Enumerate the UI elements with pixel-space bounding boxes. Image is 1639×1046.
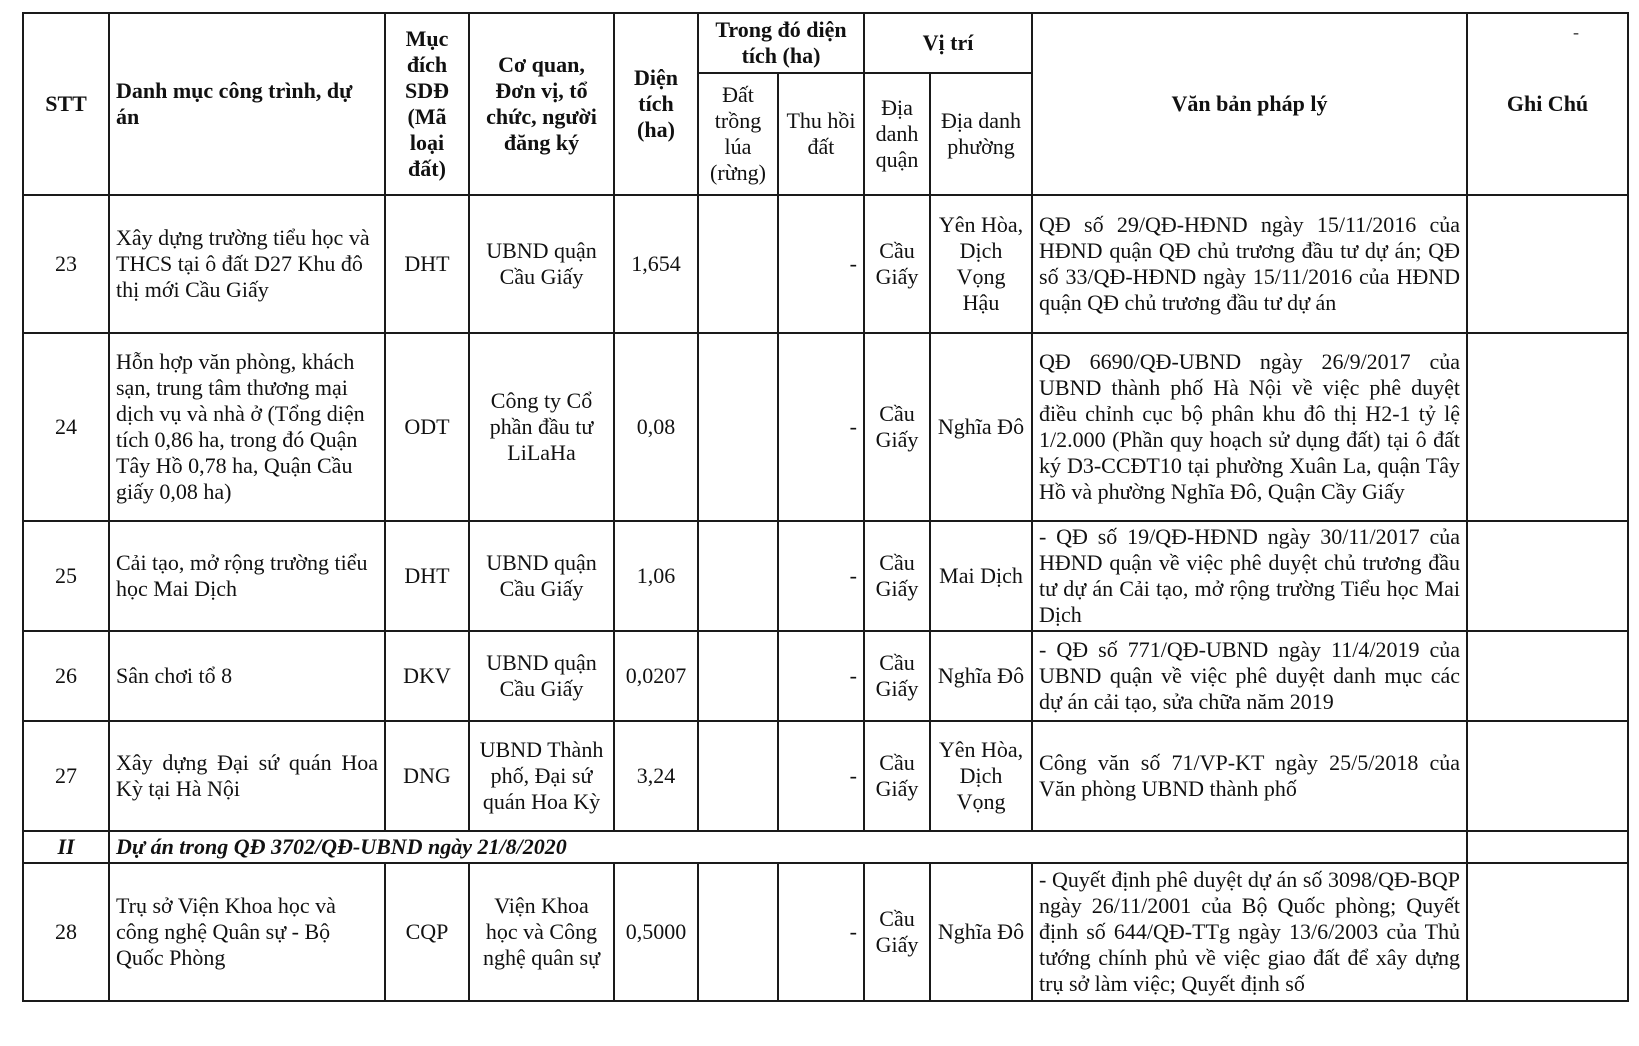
cell-co-quan: UBND quận Cầu Giấy — [469, 631, 614, 721]
cell-ten: Cải tạo, mở rộng trường tiểu học Mai Dịch — [109, 521, 385, 631]
cell-ma: CQP — [385, 863, 469, 1001]
cell-phuong: Yên Hòa, Dịch Vọng Hậu — [930, 195, 1032, 333]
cell-phuong: Yên Hòa, Dịch Vọng — [930, 721, 1032, 831]
cell-phuong: Nghĩa Đô — [930, 863, 1032, 1001]
cell-stt: 25 — [23, 521, 109, 631]
header-stt: STT — [23, 13, 109, 195]
cell-dien-tich: 1,06 — [614, 521, 698, 631]
cell-van-ban: - QĐ số 771/QĐ-UBND ngày 11/4/2019 của UBND quận về việc phê duyệt danh mục các dự án cải tạo, sửa chữa năm 2019 — [1032, 631, 1467, 721]
cell-ten: Xây dựng trường tiểu học và THCS tại ô đất D27 Khu đô thị mới Cầu Giấy — [109, 195, 385, 333]
section-row — [23, 831, 1628, 863]
cell-phuong: Mai Dịch — [930, 521, 1032, 631]
table-body — [23, 195, 1628, 1001]
cell-co-quan: UBND quận Cầu Giấy — [469, 195, 614, 333]
section-title: Dự án trong QĐ 3702/QĐ-UBND ngày 21/8/2020 — [109, 831, 1467, 863]
cell-stt: 28 — [23, 863, 109, 1001]
cell-lua — [698, 863, 778, 1001]
table-row — [23, 721, 1628, 831]
cell-thu-hoi: - — [778, 521, 864, 631]
header-co-quan: Cơ quan, Đơn vị, tổ chức, người đăng ký — [469, 13, 614, 195]
cell-quan: Cầu Giấy — [864, 521, 930, 631]
cell-ghi-chu — [1467, 721, 1628, 831]
cell-lua — [698, 521, 778, 631]
cell-ten: Xây dựng Đại sứ quán Hoa Kỳ tại Hà Nội — [109, 721, 385, 831]
section-ghi-chu — [1467, 831, 1628, 863]
header-dia-danh-quan: Địa danh quận — [864, 73, 930, 195]
cell-dien-tich: 0,5000 — [614, 863, 698, 1001]
header-trong-do: Trong đó diện tích (ha) — [698, 13, 864, 73]
cell-quan: Cầu Giấy — [864, 195, 930, 333]
cell-stt: 24 — [23, 333, 109, 521]
cell-lua — [698, 721, 778, 831]
cell-ghi-chu — [1467, 521, 1628, 631]
header-ghi-chu: Ghi Chú — [1467, 13, 1628, 195]
cell-co-quan: UBND Thành phố, Đại sứ quán Hoa Kỳ — [469, 721, 614, 831]
header-muc-dich: Mục đích SDĐ (Mã loại đất) — [385, 13, 469, 195]
cell-ghi-chu — [1467, 195, 1628, 333]
table-header — [23, 13, 1628, 195]
cell-dien-tich: 0,08 — [614, 333, 698, 521]
cell-co-quan: Viện Khoa học và Công nghệ quân sự — [469, 863, 614, 1001]
cell-thu-hoi: - — [778, 195, 864, 333]
cell-ma: DNG — [385, 721, 469, 831]
cell-stt: 23 — [23, 195, 109, 333]
cell-ghi-chu — [1467, 333, 1628, 521]
cell-thu-hoi: - — [778, 863, 864, 1001]
cell-quan: Cầu Giấy — [864, 863, 930, 1001]
cell-dien-tich: 0,0207 — [614, 631, 698, 721]
cell-ma: DHT — [385, 195, 469, 333]
table-row — [23, 863, 1628, 1001]
cell-lua — [698, 631, 778, 721]
cell-ma: ODT — [385, 333, 469, 521]
cell-ghi-chu — [1467, 863, 1628, 1001]
corner-mark: - — [1573, 22, 1579, 42]
header-thu-hoi: Thu hồi đất — [778, 73, 864, 195]
cell-phuong: Nghĩa Đô — [930, 631, 1032, 721]
cell-thu-hoi: - — [778, 631, 864, 721]
cell-van-ban: - QĐ số 19/QĐ-HĐND ngày 30/11/2017 của HĐND quận về việc phê duyệt chủ trương đầu tư dự án Cải tạo, mở rộng trường Tiểu học Mai Dịch — [1032, 521, 1467, 631]
cell-van-ban: QĐ 6690/QĐ-UBND ngày 26/9/2017 của UBND thành phố Hà Nội về việc phê duyệt điều chỉnh cục bộ phân khu đô thị H2-1 tỷ lệ 1/2.000 (Phần quy hoạch sử dụng đất) tại ô đất ký D3-CCĐT10 tại phường Xuân La, quận Tây Hồ và phường Nghĩa Đô, Quận Cầy Giấy — [1032, 333, 1467, 521]
cell-lua — [698, 195, 778, 333]
cell-stt: 27 — [23, 721, 109, 831]
cell-quan: Cầu Giấy — [864, 333, 930, 521]
cell-dien-tich: 1,654 — [614, 195, 698, 333]
cell-quan: Cầu Giấy — [864, 721, 930, 831]
cell-ten: Hỗn hợp văn phòng, khách sạn, trung tâm thương mại dịch vụ và nhà ở (Tổng diện tích 0,86 ha, trong đó Quận Tây Hồ 0,78 ha, Quận Cầu giấy 0,08 ha) — [109, 333, 385, 521]
section-stt: II — [23, 831, 109, 863]
table-row — [23, 195, 1628, 333]
cell-lua — [698, 333, 778, 521]
cell-co-quan: Công ty Cổ phần đầu tư LiLaHa — [469, 333, 614, 521]
cell-ma: DKV — [385, 631, 469, 721]
cell-van-ban: QĐ số 29/QĐ-HĐND ngày 15/11/2016 của HĐND quận QĐ chủ trương đầu tư dự án; QĐ số 33/QĐ-HĐND ngày 15/11/2016 của HĐND quận QĐ chủ trương đầu tư dự án — [1032, 195, 1467, 333]
header-vi-tri: Vị trí — [864, 13, 1032, 73]
cell-phuong: Nghĩa Đô — [930, 333, 1032, 521]
cell-thu-hoi: - — [778, 333, 864, 521]
table-row — [23, 333, 1628, 521]
cell-stt: 26 — [23, 631, 109, 721]
header-dat-trong-lua: Đất trồng lúa (rừng) — [698, 73, 778, 195]
cell-van-ban: - Quyết định phê duyệt dự án số 3098/QĐ-BQP ngày 26/11/2001 của Bộ Quốc phòng; Quyết định số 644/QĐ-TTg ngày 13/6/2003 của Thủ tướng chính phủ về việc giao đất để xây dựng trụ sở làm việc; Quyết định số — [1032, 863, 1467, 1001]
cell-dien-tich: 3,24 — [614, 721, 698, 831]
cell-ten: Sân chơi tổ 8 — [109, 631, 385, 721]
cell-ma: DHT — [385, 521, 469, 631]
cell-ten: Trụ sở Viện Khoa học và công nghệ Quân sự - Bộ Quốc Phòng — [109, 863, 385, 1001]
table-row — [23, 521, 1628, 631]
land-use-table — [22, 12, 1629, 1002]
cell-co-quan: UBND quận Cầu Giấy — [469, 521, 614, 631]
cell-van-ban: Công văn số 71/VP-KT ngày 25/5/2018 của Văn phòng UBND thành phố — [1032, 721, 1467, 831]
header-dia-danh-phuong: Địa danh phường — [930, 73, 1032, 195]
cell-ghi-chu — [1467, 631, 1628, 721]
table-row — [23, 631, 1628, 721]
header-dien-tich: Diện tích (ha) — [614, 13, 698, 195]
cell-quan: Cầu Giấy — [864, 631, 930, 721]
header-danh-muc: Danh mục công trình, dự án — [109, 13, 385, 195]
cell-thu-hoi: - — [778, 721, 864, 831]
header-van-ban: Văn bản pháp lý — [1032, 13, 1467, 195]
